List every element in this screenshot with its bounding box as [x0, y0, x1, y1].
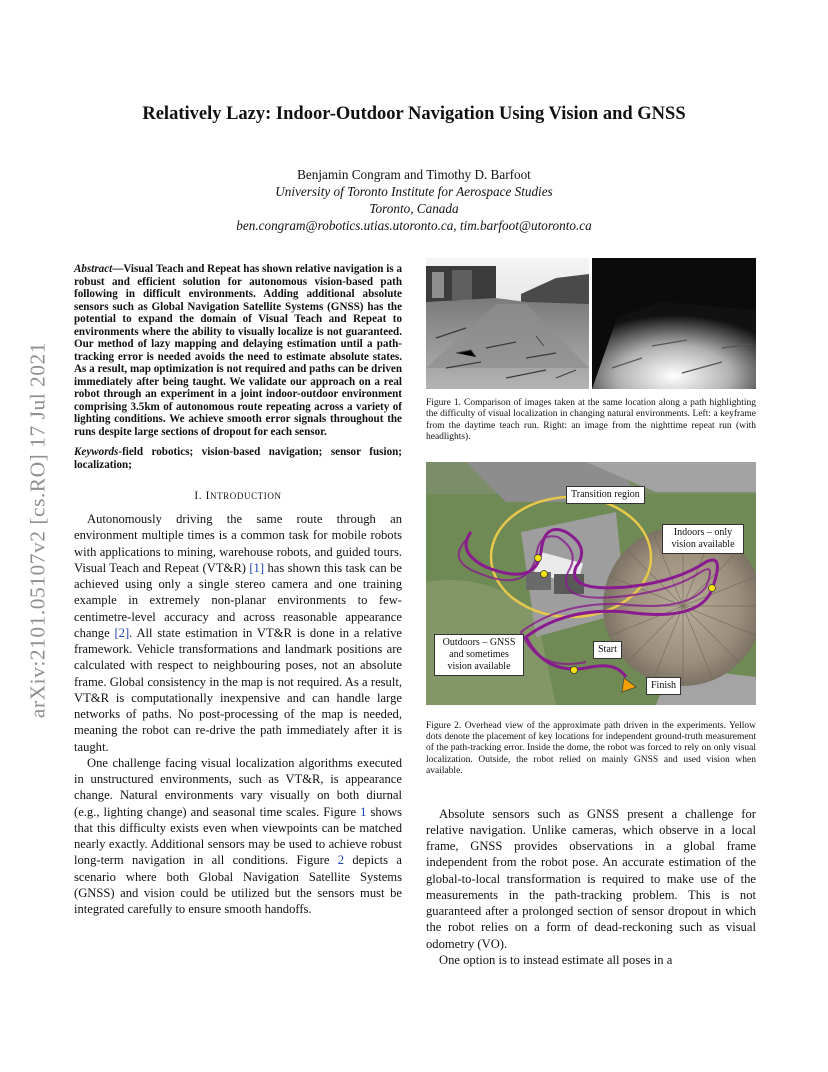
abstract-text: —Visual Teach and Repeat has shown relative navigation is a robust and efficient solution for autonomous vision-based path following in difficult environments. Adding additional absolute sensors such as Global Navigation Satellite Systems (GNSS) has the potential to expand the domain of Visual Teach and Repeat to environments where the ability to visually localize is not guaranteed. Our method of lazy mapping and delaying estimation until a path-tracking error is needed avoids the need to estimate absolute states. As a result, map optimization is not required and paths can be driven immediately after being taught. We validate our approach on a real robot through an experiment in a joint indoor-outdoor environment comprising 3.5km of autonomous route repeating across a variety of lighting conditions. We achieve smooth error signals throughout the runs despite large sections of dropout for each sensor.	[74, 263, 402, 438]
location: Toronto, Canada	[369, 201, 459, 216]
intro-paragraph-2: One challenge facing visual localization algorithms executed in unstructured environments, such as VT&R, is appearance change. Natural environments vary visually on both diurnal (e.g., lighting change) and seasonal time scales. Figure 1 shows that this difficulty exists even when viewpoints can be matched nearly exactly. Additional sensors may be used to achieve robust long-term navigation in all conditions. Figure 2 depicts a scenario where both Global Navigation Satellite Systems (GNSS) and vision could be utilized but the sensors must be integrated carefully to ensure smooth handoffs.	[74, 755, 402, 916]
arxiv-sidebar	[14, 300, 62, 760]
paper-title: Relatively Lazy: Indoor-Outdoor Navigation Using Vision and GNSS	[142, 104, 686, 124]
arxiv-id: arXiv:2101.05107v2 [cs.RO] 17 Jul 2021	[25, 341, 50, 719]
label-finish: Finish	[646, 677, 681, 695]
keywords	[74, 446, 402, 471]
figure-1-images	[426, 258, 756, 389]
label-indoors: Indoors – only vision available	[662, 524, 744, 554]
figure-1-caption: Figure 1. Comparison of images taken at the same location along a path highlighting the difficulty of visual localization in changing natural environments. Left: a keyframe from the daytime teach run. Right: an image from the nighttime repeat run (with headlights).	[426, 398, 756, 443]
body-paragraph-4: One option is to instead estimate all poses in a	[439, 952, 673, 967]
keywords-text: -field robotics; vision-based navigation; sensor fusion; localization;	[74, 446, 402, 471]
section-heading-introduction: I. INTRODUCTION	[194, 490, 282, 502]
label-outdoors: Outdoors – GNSS and sometimes vision available	[434, 634, 524, 676]
emails[interactable]: ben.congram@robotics.utias.utoronto.ca, tim.barfoot@utoronto.ca	[236, 218, 592, 233]
author-block	[0, 166, 828, 234]
citation-link[interactable]: [2]	[114, 625, 130, 640]
figure-ref-link[interactable]: 2	[337, 853, 345, 868]
keywords-label: Keywords	[74, 446, 119, 458]
daytime-keyframe-image	[426, 258, 589, 389]
figure-2-caption: Figure 2. Overhead view of the approximate path driven in the experiments. Yellow dots denote the placement of key locations for independent ground-truth measurement of the path-tracking error. Inside the dome, the robot was forced to rely on only visual localization. Outside, the robot relied on mainly GNSS and used vision when available.	[426, 720, 756, 777]
figure-ref-link[interactable]: 1	[360, 804, 367, 819]
abstract	[74, 263, 402, 438]
label-transition-region: Transition region	[566, 486, 645, 504]
intro-paragraph-1: Autonomously driving the same route through an environment multiple times is a common task for mobile robots with applications to mining, warehouse robots, and guided tours. Visual Teach and Repeat (VT&R) [1] has shown this task can be achieved using only a single stereo camera and one training example in extremely non-planar environments to few-centimetre-level accuracy and across reasonable appearance change [2]. All state estimation in VT&R is done in a relative framework. Vehicle transformations and landmark positions are calculated with respect to neighbouring poses, not an absolute frame. Global consistency in the map is not required. As a result, VT&R is computationally inexpensive and can handle large networks of paths. No post-processing of the map is needed, meaning the robot can re-drive the path immediately after it is taught.	[74, 512, 402, 754]
figure-2-map	[426, 462, 756, 705]
right-column	[426, 258, 756, 968]
citation-link[interactable]: [1]	[249, 560, 265, 575]
author-names: Benjamin Congram and Timothy D. Barfoot	[297, 167, 531, 182]
nighttime-repeat-image	[592, 258, 756, 389]
body-paragraph-3: Absolute sensors such as GNSS present a challenge for relative navigation. Unlike cameras, which observe in a local frame, GNSS provides observations in a global frame independent from the robot pose. An accurate estimation of the global-to-local transformation is required to make use of the measurements in the path-tracking problem. This is not guaranteed after a prolonged section of sensor dropout in which the robot relies on a form of dead-reckoning such as visual odometry (VO).	[426, 806, 756, 951]
label-start: Start	[593, 641, 622, 659]
abstract-label: Abstract	[74, 263, 113, 275]
affiliation: University of Toronto Institute for Aerospace Studies	[275, 184, 553, 199]
left-column	[74, 263, 402, 917]
